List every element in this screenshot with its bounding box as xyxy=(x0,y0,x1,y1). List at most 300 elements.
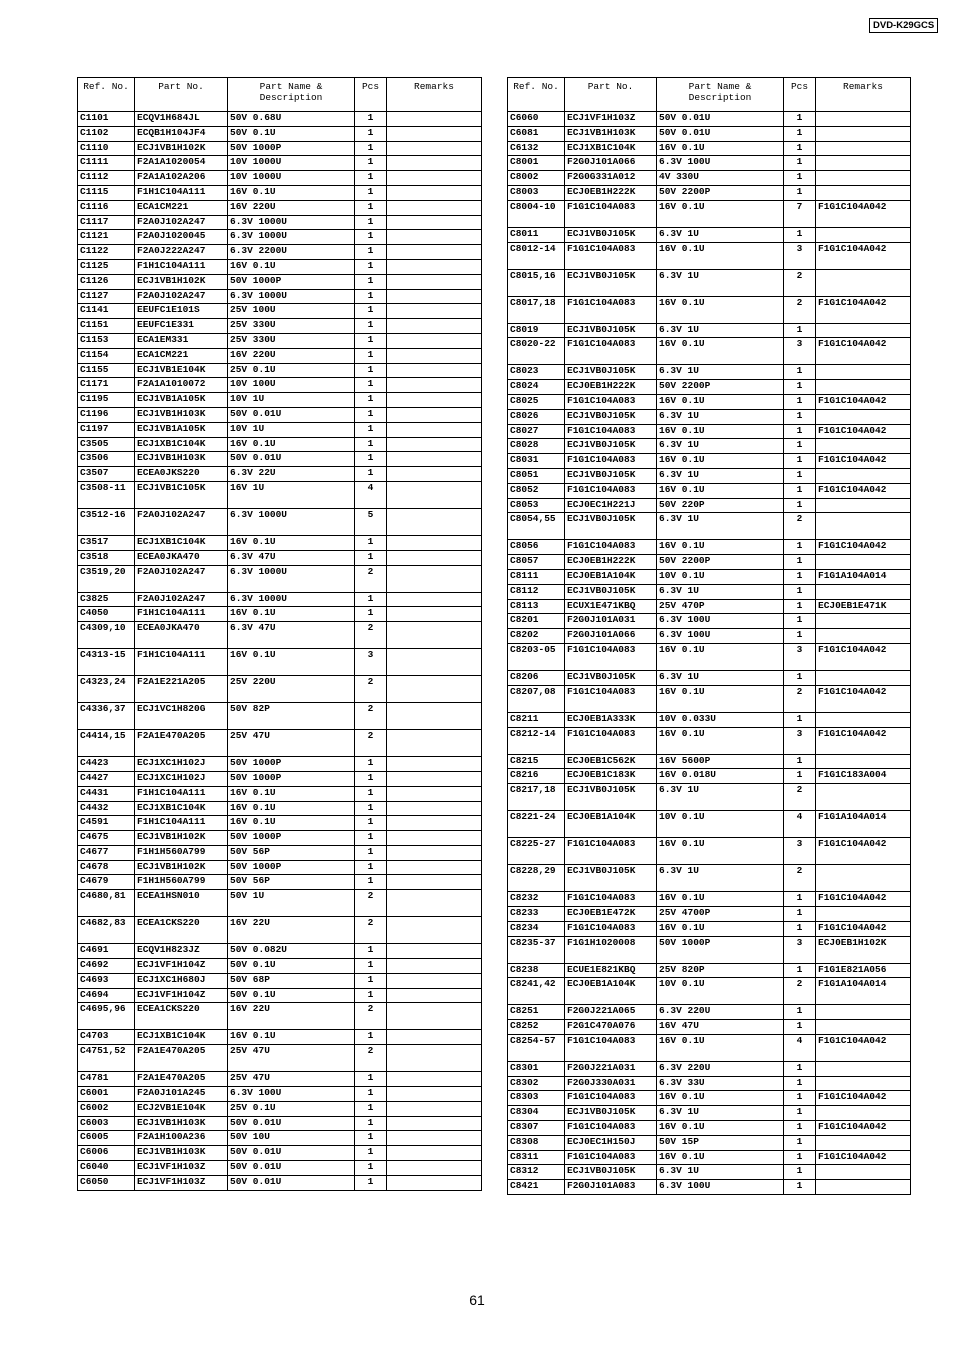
part-no-cell: ECJ1VB1H103K xyxy=(135,1146,228,1161)
ref-no-cell: C8111 xyxy=(508,569,565,584)
part-name-cell: 16V 1U xyxy=(228,481,355,508)
model-label: DVD-K29GCS xyxy=(869,18,938,33)
part-no-cell: F2G0J330A031 xyxy=(565,1076,657,1091)
part-name-cell: 25V 220U xyxy=(228,676,355,703)
table-row xyxy=(508,269,911,296)
pcs-cell: 1 xyxy=(355,452,387,467)
part-no-cell: ECEA0JKA470 xyxy=(135,550,228,565)
pcs-cell: 2 xyxy=(784,513,816,540)
part-no-cell: ECJ1VB0J105K xyxy=(565,269,657,296)
pcs-cell: 1 xyxy=(784,1180,816,1195)
part-name-cell: 16V 0.1U xyxy=(228,816,355,831)
remarks-cell xyxy=(816,156,911,171)
remarks-cell xyxy=(816,1165,911,1180)
table-row xyxy=(508,754,911,769)
pcs-cell: 1 xyxy=(355,304,387,319)
ref-no-cell: C4680,81 xyxy=(78,890,135,917)
part-name-cell: 50V 1000P xyxy=(228,274,355,289)
part-name-cell: 16V 0.1U xyxy=(228,1030,355,1045)
pcs-cell: 1 xyxy=(355,215,387,230)
remarks-cell xyxy=(387,831,482,846)
remarks-cell: F1G1C104A042 xyxy=(816,685,911,712)
part-no-cell: ECA1EM331 xyxy=(135,333,228,348)
part-name-cell: 16V 0.1U xyxy=(657,1091,784,1106)
part-name-cell: 50V 10U xyxy=(228,1131,355,1146)
ref-no-cell: C3518 xyxy=(78,550,135,565)
table-row xyxy=(508,727,911,754)
remarks-cell: F1G1C104A042 xyxy=(816,921,911,936)
pcs-cell: 4 xyxy=(355,481,387,508)
pcs-cell: 2 xyxy=(784,269,816,296)
part-name-cell: 6.3V 1U xyxy=(657,468,784,483)
remarks-cell: F1G1A104A014 xyxy=(816,569,911,584)
remarks-cell xyxy=(387,917,482,944)
part-no-cell: ECJ1VB1H102K xyxy=(135,141,228,156)
pcs-cell: 1 xyxy=(355,378,387,393)
remarks-cell xyxy=(816,380,911,395)
table-row xyxy=(508,323,911,338)
table-row xyxy=(78,607,482,622)
ref-no-cell: C1127 xyxy=(78,289,135,304)
part-no-cell: ECQV1H823JZ xyxy=(135,944,228,959)
remarks-cell xyxy=(387,333,482,348)
remarks-cell xyxy=(387,1030,482,1045)
table-row xyxy=(78,622,482,649)
part-no-cell: F1G1C104A083 xyxy=(565,892,657,907)
table-row xyxy=(508,936,911,963)
part-name-cell: 16V 0.1U xyxy=(657,394,784,409)
ref-no-cell: C1116 xyxy=(78,200,135,215)
ref-no-cell: C8251 xyxy=(508,1005,565,1020)
ref-no-cell: C8312 xyxy=(508,1165,565,1180)
table-row xyxy=(508,584,911,599)
part-name-cell: 50V 56P xyxy=(228,845,355,860)
part-name-cell: 16V 47U xyxy=(657,1020,784,1035)
pcs-cell: 2 xyxy=(355,1003,387,1030)
remarks-cell: F1G1C104A042 xyxy=(816,296,911,323)
part-no-cell: ECJ1VB1H102K xyxy=(135,274,228,289)
table-row xyxy=(508,1150,911,1165)
part-no-cell: F1G1C104A083 xyxy=(565,394,657,409)
part-no-cell: ECJ0EB1C183K xyxy=(565,769,657,784)
pcs-cell: 1 xyxy=(784,171,816,186)
part-no-cell: EEUFC1E331 xyxy=(135,319,228,334)
part-no-cell: F2A1E221A205 xyxy=(135,676,228,703)
remarks-cell xyxy=(387,757,482,772)
remarks-cell xyxy=(387,730,482,757)
remarks-cell: F1G1C104A042 xyxy=(816,200,911,227)
part-no-cell: ECEA1HSN010 xyxy=(135,890,228,917)
part-name-cell: 25V 100U xyxy=(228,304,355,319)
ref-no-cell: C4682,83 xyxy=(78,917,135,944)
remarks-cell xyxy=(387,845,482,860)
remarks-cell xyxy=(387,245,482,260)
part-name-cell: 25V 4700P xyxy=(657,906,784,921)
remarks-cell xyxy=(387,112,482,127)
part-name-cell: 6.3V 100U xyxy=(228,1087,355,1102)
ref-no-cell: C8304 xyxy=(508,1106,565,1121)
remarks-cell xyxy=(816,906,911,921)
remarks-cell: F1G1C104A042 xyxy=(816,394,911,409)
remarks-cell xyxy=(816,468,911,483)
remarks-cell xyxy=(387,1045,482,1072)
pcs-cell: 1 xyxy=(784,141,816,156)
remarks-cell xyxy=(387,319,482,334)
pcs-cell: 1 xyxy=(355,1131,387,1146)
part-no-cell: ECJ1VF1H103Z xyxy=(135,1161,228,1176)
table-row xyxy=(78,289,482,304)
remarks-cell: ECJ0EB1H102K xyxy=(816,936,911,963)
part-no-cell: ECJ1XB1C104K xyxy=(135,437,228,452)
table-row xyxy=(508,712,911,727)
pcs-cell: 3 xyxy=(784,838,816,865)
part-no-cell: EEUFC1E101S xyxy=(135,304,228,319)
part-no-cell: ECJ1VB0J105K xyxy=(565,784,657,811)
pcs-cell: 1 xyxy=(355,959,387,974)
ref-no-cell: C6006 xyxy=(78,1146,135,1161)
pcs-cell: 1 xyxy=(784,1005,816,1020)
part-name-cell: 6.3V 100U xyxy=(657,629,784,644)
part-name-cell: 50V 1U xyxy=(228,890,355,917)
part-name-cell: 50V 15P xyxy=(657,1135,784,1150)
table-row xyxy=(508,921,911,936)
part-no-cell: ECUX1E471KBQ xyxy=(565,599,657,614)
table-row xyxy=(508,380,911,395)
pcs-cell: 2 xyxy=(355,565,387,592)
remarks-cell xyxy=(387,481,482,508)
part-name-cell: 6.3V 22U xyxy=(228,467,355,482)
ref-no-cell: C1141 xyxy=(78,304,135,319)
remarks-cell xyxy=(816,584,911,599)
pcs-cell: 1 xyxy=(784,439,816,454)
table-row xyxy=(78,112,482,127)
remarks-cell xyxy=(387,215,482,230)
part-name-cell: 6.3V 100U xyxy=(657,614,784,629)
pcs-cell: 1 xyxy=(784,1135,816,1150)
table-row xyxy=(78,550,482,565)
table-row xyxy=(508,112,911,127)
part-name-cell: 10V 1U xyxy=(228,422,355,437)
part-no-cell: F2G0J101A066 xyxy=(565,629,657,644)
ref-no-cell: C4677 xyxy=(78,845,135,860)
table-row xyxy=(78,156,482,171)
ref-no-cell: C4693 xyxy=(78,973,135,988)
table-row xyxy=(78,393,482,408)
ref-no-cell: C8241,42 xyxy=(508,978,565,1005)
part-name-cell: 25V 470P xyxy=(657,599,784,614)
ref-no-cell: C1115 xyxy=(78,185,135,200)
table-row xyxy=(78,378,482,393)
table-row xyxy=(508,409,911,424)
pcs-cell: 5 xyxy=(355,508,387,535)
table-row xyxy=(78,481,482,508)
ref-no-cell: C8302 xyxy=(508,1076,565,1091)
ref-no-cell: C3519,20 xyxy=(78,565,135,592)
part-name-cell: 6.3V 1U xyxy=(657,323,784,338)
ref-no-cell: C3517 xyxy=(78,535,135,550)
table-row xyxy=(78,259,482,274)
part-no-cell: ECJ0EB1A333K xyxy=(565,712,657,727)
remarks-cell xyxy=(816,498,911,513)
pcs-cell: 1 xyxy=(784,921,816,936)
pcs-cell: 1 xyxy=(784,468,816,483)
part-name-cell: 16V 0.1U xyxy=(657,1121,784,1136)
pcs-cell: 4 xyxy=(784,811,816,838)
part-no-cell: ECJ1XB1C104K xyxy=(135,1030,228,1045)
part-no-cell: ECJ0EC1H150J xyxy=(565,1135,657,1150)
part-no-cell: F1G1C104A083 xyxy=(565,200,657,227)
table-row xyxy=(508,338,911,365)
remarks-cell xyxy=(387,304,482,319)
part-name-cell: 10V 0.1U xyxy=(657,569,784,584)
part-no-cell: ECJ2VB1E104K xyxy=(135,1101,228,1116)
pcs-cell: 1 xyxy=(355,535,387,550)
part-name-cell: 16V 0.1U xyxy=(228,535,355,550)
pcs-cell: 1 xyxy=(784,599,816,614)
remarks-cell xyxy=(387,1146,482,1161)
ref-no-cell: C8215 xyxy=(508,754,565,769)
remarks-cell xyxy=(816,227,911,242)
pcs-cell: 1 xyxy=(784,126,816,141)
part-name-cell: 16V 0.1U xyxy=(228,185,355,200)
table-row xyxy=(78,944,482,959)
part-name-cell: 6.3V 47U xyxy=(228,622,355,649)
part-name-cell: 50V 1000P xyxy=(228,141,355,156)
pcs-cell: 1 xyxy=(355,200,387,215)
table-row xyxy=(78,171,482,186)
remarks-cell: ECJ0EB1E471K xyxy=(816,599,911,614)
ref-no-cell: C4309,10 xyxy=(78,622,135,649)
pcs-cell: 1 xyxy=(784,892,816,907)
pcs-cell: 1 xyxy=(355,816,387,831)
part-name-cell: 50V 56P xyxy=(228,875,355,890)
table-row xyxy=(78,230,482,245)
ref-no-cell: C4313-15 xyxy=(78,649,135,676)
remarks-cell: F1G1C104A042 xyxy=(816,338,911,365)
table-row xyxy=(508,643,911,670)
part-no-cell: ECJ1VF1H104Z xyxy=(135,988,228,1003)
remarks-cell xyxy=(816,409,911,424)
part-no-cell: ECJ1VB1E104K xyxy=(135,363,228,378)
table-row xyxy=(78,141,482,156)
ref-no-cell: C8212-14 xyxy=(508,727,565,754)
pcs-cell: 1 xyxy=(784,409,816,424)
table-row xyxy=(78,1003,482,1030)
part-name-cell: 50V 0.1U xyxy=(228,988,355,1003)
remarks-cell xyxy=(387,1003,482,1030)
remarks-cell xyxy=(387,959,482,974)
part-no-cell: F1H1C104A111 xyxy=(135,649,228,676)
pcs-cell: 1 xyxy=(355,393,387,408)
pcs-cell: 1 xyxy=(784,906,816,921)
remarks-cell xyxy=(387,141,482,156)
remarks-cell xyxy=(816,439,911,454)
pcs-cell: 2 xyxy=(355,890,387,917)
remarks-cell xyxy=(387,171,482,186)
table-row xyxy=(508,171,911,186)
part-no-cell: F1H1C104A111 xyxy=(135,816,228,831)
ref-no-cell: C8113 xyxy=(508,599,565,614)
part-no-cell: F2A1A102A206 xyxy=(135,171,228,186)
pcs-cell: 1 xyxy=(784,112,816,127)
part-name-cell: 50V 0.1U xyxy=(228,126,355,141)
remarks-cell xyxy=(387,230,482,245)
part-no-cell: ECJ1VB0J105K xyxy=(565,865,657,892)
table-row xyxy=(78,771,482,786)
part-name-cell: 16V 220U xyxy=(228,348,355,363)
pcs-cell: 1 xyxy=(784,712,816,727)
remarks-cell xyxy=(387,1072,482,1087)
ref-no-cell: C8303 xyxy=(508,1091,565,1106)
part-name-cell: 16V 0.1U xyxy=(228,801,355,816)
ref-no-cell: C3512-16 xyxy=(78,508,135,535)
part-name-cell: 25V 47U xyxy=(228,1045,355,1072)
pcs-cell: 1 xyxy=(355,944,387,959)
header-remarks: Remarks xyxy=(816,78,911,112)
remarks-cell: F1G1E821A056 xyxy=(816,963,911,978)
part-no-cell: ECJ0EB1A104K xyxy=(565,569,657,584)
ref-no-cell: C1122 xyxy=(78,245,135,260)
ref-no-cell: C8207,08 xyxy=(508,685,565,712)
part-no-cell: ECUE1E821KBQ xyxy=(565,963,657,978)
remarks-cell xyxy=(387,452,482,467)
remarks-cell: F1G1C104A042 xyxy=(816,643,911,670)
remarks-cell xyxy=(387,156,482,171)
page-number: 61 xyxy=(469,1292,485,1308)
ref-no-cell: C1102 xyxy=(78,126,135,141)
part-name-cell: 6.3V 220U xyxy=(657,1005,784,1020)
part-name-cell: 16V 0.1U xyxy=(657,540,784,555)
pcs-cell: 1 xyxy=(784,185,816,200)
remarks-cell: F1G1C104A042 xyxy=(816,1121,911,1136)
part-no-cell: ECQB1H104JF4 xyxy=(135,126,228,141)
part-name-cell: 6.3V 1000U xyxy=(228,565,355,592)
ref-no-cell: C8206 xyxy=(508,670,565,685)
table-row xyxy=(78,845,482,860)
part-name-cell: 6.3V 1U xyxy=(657,865,784,892)
part-name-cell: 6.3V 1000U xyxy=(228,215,355,230)
pcs-cell: 1 xyxy=(355,1101,387,1116)
table-row xyxy=(78,422,482,437)
remarks-cell xyxy=(816,670,911,685)
remarks-cell xyxy=(387,944,482,959)
remarks-cell xyxy=(387,890,482,917)
part-no-cell: F1H1H560A799 xyxy=(135,845,228,860)
part-name-cell: 16V 220U xyxy=(228,200,355,215)
part-no-cell: F2G0G331A012 xyxy=(565,171,657,186)
remarks-cell xyxy=(816,1020,911,1035)
ref-no-cell: C6002 xyxy=(78,1101,135,1116)
table-row xyxy=(78,185,482,200)
remarks-cell xyxy=(387,200,482,215)
pcs-cell: 1 xyxy=(784,1020,816,1035)
part-name-cell: 50V 2200P xyxy=(657,555,784,570)
pcs-cell: 2 xyxy=(355,1045,387,1072)
table-row xyxy=(508,1061,911,1076)
pcs-cell: 1 xyxy=(355,348,387,363)
remarks-cell xyxy=(816,1106,911,1121)
part-no-cell: ECJ1VB0J105K xyxy=(565,468,657,483)
part-name-cell: 10V 1U xyxy=(228,393,355,408)
part-no-cell: F2A0J102A247 xyxy=(135,508,228,535)
pcs-cell: 1 xyxy=(784,227,816,242)
table-row xyxy=(78,319,482,334)
ref-no-cell: C4050 xyxy=(78,607,135,622)
remarks-cell xyxy=(816,171,911,186)
part-name-cell: 6.3V 1U xyxy=(657,670,784,685)
remarks-cell xyxy=(387,703,482,730)
table-row xyxy=(508,394,911,409)
ref-no-cell: C4703 xyxy=(78,1030,135,1045)
part-no-cell: F2A0J222A247 xyxy=(135,245,228,260)
ref-no-cell: C8002 xyxy=(508,171,565,186)
part-name-cell: 16V 0.1U xyxy=(657,424,784,439)
table-row xyxy=(78,348,482,363)
table-row xyxy=(78,973,482,988)
part-name-cell: 16V 0.1U xyxy=(657,1150,784,1165)
ref-no-cell: C4781 xyxy=(78,1072,135,1087)
ref-no-cell: C1153 xyxy=(78,333,135,348)
table-row xyxy=(78,890,482,917)
remarks-cell xyxy=(387,378,482,393)
pcs-cell: 2 xyxy=(355,622,387,649)
remarks-cell xyxy=(816,629,911,644)
remarks-cell xyxy=(816,1135,911,1150)
remarks-cell: F1G1C104A042 xyxy=(816,892,911,907)
table-row xyxy=(508,811,911,838)
remarks-cell: F1G1C104A042 xyxy=(816,242,911,269)
remarks-cell xyxy=(387,875,482,890)
part-name-cell: 6.3V 1000U xyxy=(228,508,355,535)
ref-no-cell: C8228,29 xyxy=(508,865,565,892)
table-row xyxy=(508,185,911,200)
part-no-cell: ECJ1XB1C104K xyxy=(565,141,657,156)
pcs-cell: 1 xyxy=(355,1146,387,1161)
pcs-cell: 1 xyxy=(355,757,387,772)
remarks-cell xyxy=(816,126,911,141)
ref-no-cell: C1195 xyxy=(78,393,135,408)
pcs-cell: 1 xyxy=(355,1030,387,1045)
ref-no-cell: C8216 xyxy=(508,769,565,784)
table-row xyxy=(78,1146,482,1161)
part-no-cell: ECJ0EB1E472K xyxy=(565,906,657,921)
remarks-cell xyxy=(816,365,911,380)
part-no-cell: F2G0J101A066 xyxy=(565,156,657,171)
table-row xyxy=(508,242,911,269)
remarks-cell xyxy=(387,801,482,816)
part-no-cell: ECJ1VB1H102K xyxy=(135,860,228,875)
ref-no-cell: C8252 xyxy=(508,1020,565,1035)
remarks-cell xyxy=(387,1116,482,1131)
table-row xyxy=(508,1034,911,1061)
ref-no-cell: C8235-37 xyxy=(508,936,565,963)
remarks-cell: F1G1C104A042 xyxy=(816,1034,911,1061)
pcs-cell: 1 xyxy=(355,1072,387,1087)
remarks-cell xyxy=(816,614,911,629)
table-row xyxy=(78,215,482,230)
part-name-cell: 50V 82P xyxy=(228,703,355,730)
table-row xyxy=(78,959,482,974)
part-no-cell: ECJ1VB1A105K xyxy=(135,393,228,408)
table-row xyxy=(508,978,911,1005)
table-row xyxy=(78,1116,482,1131)
table-row xyxy=(78,801,482,816)
ref-no-cell: C8031 xyxy=(508,454,565,469)
part-no-cell: F1H1C104A111 xyxy=(135,607,228,622)
ref-no-cell: C8308 xyxy=(508,1135,565,1150)
header-remarks: Remarks xyxy=(387,78,482,112)
part-name-cell: 25V 330U xyxy=(228,333,355,348)
